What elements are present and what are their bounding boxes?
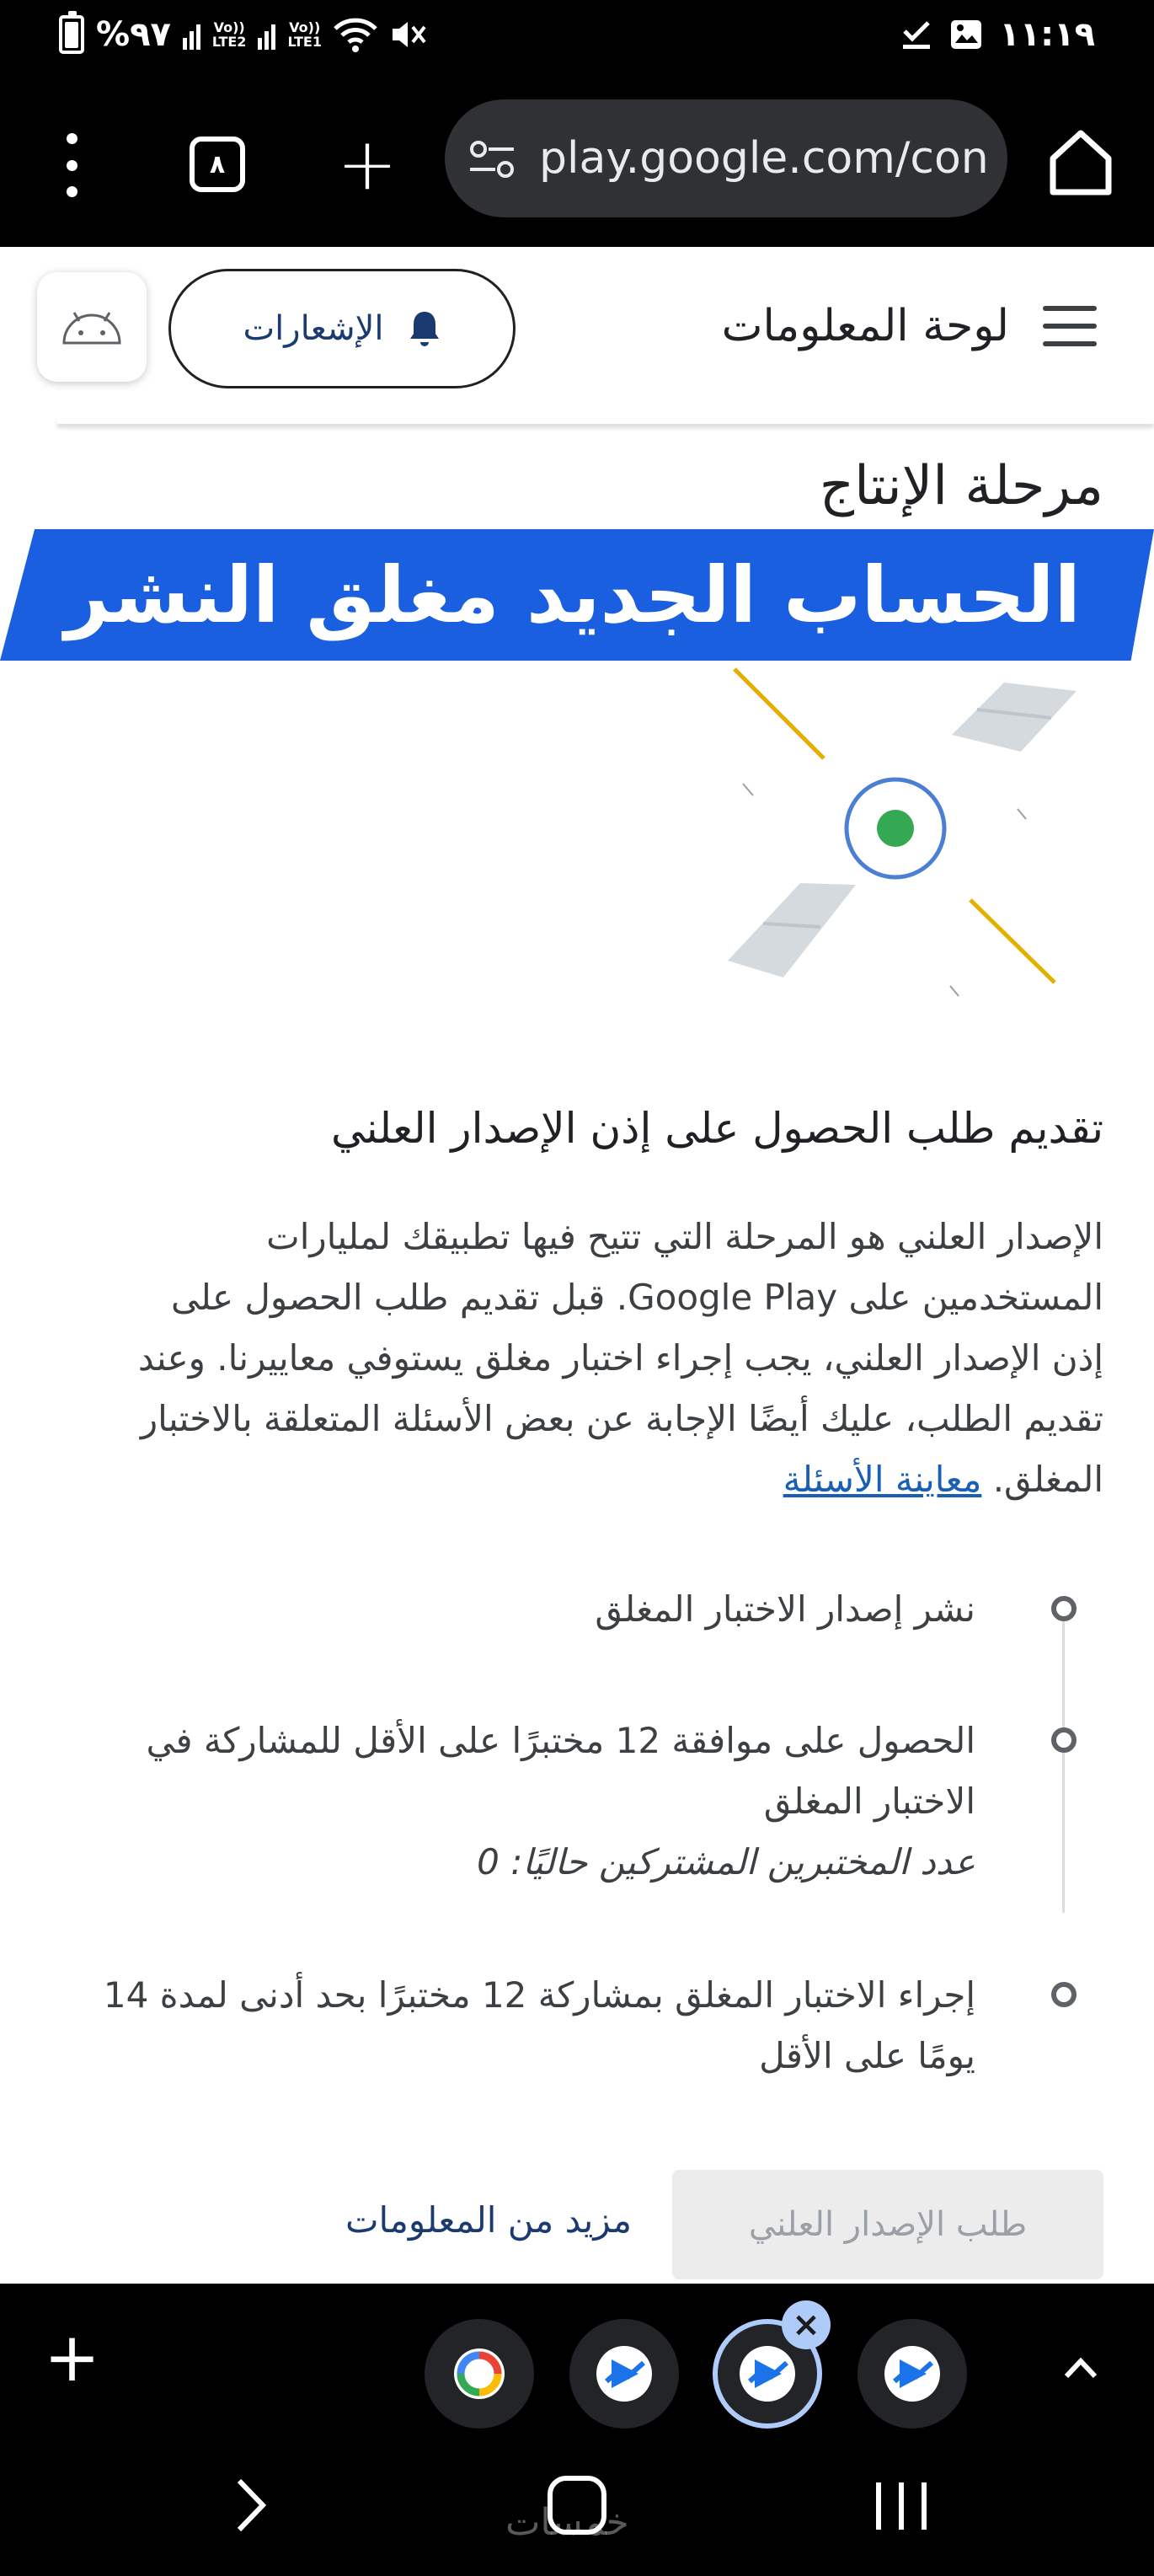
banner-text: الحساب الجديد مغلق النشر <box>64 549 1082 640</box>
requirements-list <box>0 1567 1154 2107</box>
step-dot <box>1051 1982 1077 2007</box>
mute-icon <box>389 17 426 52</box>
notifications-button[interactable] <box>168 269 516 388</box>
stage-title: مرحلة الإنتاج <box>819 455 1103 517</box>
notifications-label: الإشعارات <box>243 309 384 348</box>
satellite-illustration <box>691 657 1095 1028</box>
description <box>51 1207 1103 1510</box>
play-console-icon <box>883 2344 942 2403</box>
check-download-icon <box>900 18 933 51</box>
step-dot <box>1051 1727 1077 1753</box>
step-line: الاختبار المغلق <box>763 1781 975 1822</box>
recents-icon[interactable] <box>876 2482 927 2530</box>
ray <box>735 669 824 758</box>
spark <box>743 784 753 795</box>
tab-favicon[interactable] <box>425 2319 534 2429</box>
solar-panel-bottom <box>728 883 856 977</box>
home-icon[interactable] <box>1048 126 1114 197</box>
step-item <box>595 1579 975 1640</box>
status-left <box>59 15 426 54</box>
tab-switcher-button[interactable]: ٨ <box>190 137 245 192</box>
chevron-up-icon[interactable] <box>1063 2351 1098 2386</box>
menu-icon[interactable] <box>1043 306 1097 346</box>
android-icon <box>59 306 125 348</box>
browser-toolbar <box>0 84 1154 247</box>
battery-percent: %٩٧ <box>96 15 171 54</box>
url-text[interactable]: play.google.com/con <box>539 133 989 184</box>
spark <box>1018 809 1026 819</box>
play-console-icon <box>595 2344 654 2403</box>
step-dot <box>1051 1596 1077 1621</box>
close-tab-button[interactable]: × <box>782 2300 831 2349</box>
signal-label: Vo)) LTE1 <box>287 19 322 50</box>
page-title: لوحة المعلومات <box>721 301 1009 351</box>
gallery-icon <box>948 18 984 51</box>
app-logo-icon <box>452 2347 506 2401</box>
description-line-last <box>51 1449 1103 1510</box>
spark <box>950 986 959 996</box>
wifi-icon <box>334 17 377 52</box>
clock: ١١:١٩ <box>999 15 1095 54</box>
more-info-link[interactable]: مزيد من المعلومات <box>345 2199 633 2241</box>
testers-count-note: عدد المختبرين المشتركين حاليًا: 0 <box>477 1841 975 1882</box>
description-line: المستخدمين على Google Play. قبل تقديم طلب الحصول على <box>171 1277 1103 1318</box>
ray <box>970 900 1055 983</box>
new-tab-button[interactable]: + <box>44 2318 101 2397</box>
description-line: تقديم الطلب، عليك أيضًا الإجابة عن بعض الأسئلة المتعلقة بالاختبار <box>140 1398 1103 1439</box>
step-line: إجراء الاختبار المغلق بمشاركة 12 مختبرًا بحد أدنى لمدة 14 <box>103 1974 975 2016</box>
step-line: الحصول على موافقة 12 مختبرًا على الأقل للمشاركة في <box>146 1720 975 1761</box>
description-line: إذن الإصدار العلني، يجب إجراء اختبار مغلق يستوفي معاييرنا. وعند <box>137 1337 1103 1379</box>
promo-banner <box>0 529 1154 661</box>
signal-icon <box>183 19 200 50</box>
bell-icon <box>408 308 441 349</box>
step-line: نشر إصدار الاختبار المغلق <box>595 1588 975 1630</box>
step-item <box>146 1711 975 1893</box>
watermark: خمسات <box>505 2501 629 2544</box>
site-settings-icon[interactable] <box>468 140 516 179</box>
tab-favicon[interactable] <box>569 2319 679 2429</box>
tab-favicon[interactable] <box>857 2319 967 2429</box>
url-bar[interactable] <box>445 99 1007 217</box>
back-icon[interactable] <box>236 2477 266 2533</box>
header-divider <box>57 419 1154 424</box>
new-tab-button[interactable]: + <box>337 122 398 206</box>
solar-panel-top <box>952 683 1077 752</box>
battery-icon <box>59 15 84 54</box>
signal-label: Vo)) LTE2 <box>211 19 247 50</box>
signal-icon <box>258 19 275 50</box>
preview-questions-link[interactable]: معاينة الأسئلة <box>783 1459 982 1500</box>
status-right <box>900 15 1095 54</box>
step-line: يومًا على الأقل <box>759 2035 975 2076</box>
overflow-menu-icon[interactable] <box>59 133 84 197</box>
play-console-icon <box>738 2344 797 2403</box>
tab-strip <box>0 2284 1154 2435</box>
description-line: الإصدار العلني هو المرحلة التي تتيح فيها تطبيقك لمليارات <box>266 1216 1103 1257</box>
satellite-light <box>877 810 914 847</box>
apply-production-button[interactable]: طلب الإصدار العلني <box>672 2170 1103 2279</box>
section-heading: تقديم طلب الحصول على إذن الإصدار العلني <box>330 1104 1103 1153</box>
app-avatar[interactable] <box>37 272 147 382</box>
system-nav-bar <box>0 2435 1154 2576</box>
step-item <box>104 1965 975 2086</box>
app-header <box>0 247 1154 424</box>
timeline-line <box>1062 1609 1065 1913</box>
status-bar <box>0 0 1154 84</box>
description-end: المغلق. <box>992 1459 1103 1500</box>
